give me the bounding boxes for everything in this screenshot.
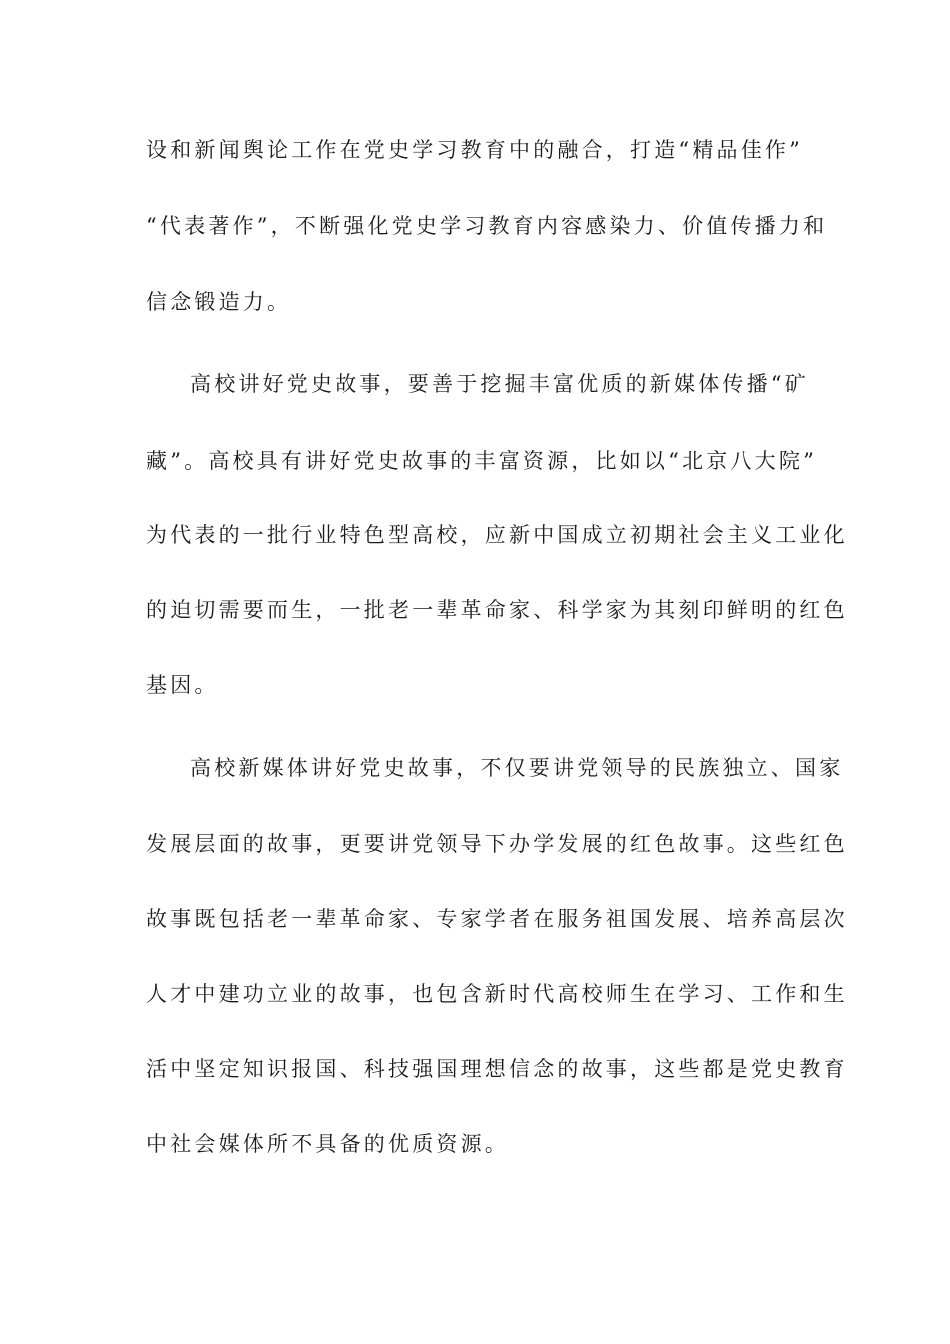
paragraph-line: 基因。 (146, 673, 219, 697)
paragraph-line: 高校新媒体讲好党史故事，不仅要讲党领导的民族独立、国家 (190, 756, 844, 780)
paragraph-line: 高校讲好党史故事，要善于挖掘丰富优质的新媒体传播“矿 (190, 372, 809, 396)
paragraph-line: 活中坚定知识报国、科技强国理想信念的故事，这些都是党史教育 (146, 1057, 848, 1081)
paragraph-line: 信念锻造力。 (146, 290, 292, 314)
paragraph-line: 的迫切需要而生，一批老一辈革命家、科学家为其刻印鲜明的红色 (146, 598, 848, 622)
paragraph-line: 人才中建功立业的故事，也包含新时代高校师生在学习、工作和生 (146, 982, 848, 1006)
paragraph-line: 中社会媒体所不具备的优质资源。 (146, 1132, 509, 1156)
paragraph-line: 设和新闻舆论工作在党史学习教育中的融合，打造“精品佳作” (146, 138, 804, 162)
paragraph-line: 发展层面的故事，更要讲党领导下办学发展的红色故事。这些红色 (146, 832, 848, 856)
paragraph-line: 故事既包括老一辈革命家、专家学者在服务祖国发展、培养高层次 (146, 907, 848, 931)
paragraph-line: “代表著作”，不断强化党史学习教育内容感染力、价值传播力和 (146, 214, 828, 238)
paragraph-line: 为代表的一批行业特色型高校，应新中国成立初期社会主义工业化 (146, 523, 848, 547)
paragraph-line: 藏”。高校具有讲好党史故事的丰富资源，比如以“北京八大院” (146, 449, 818, 473)
